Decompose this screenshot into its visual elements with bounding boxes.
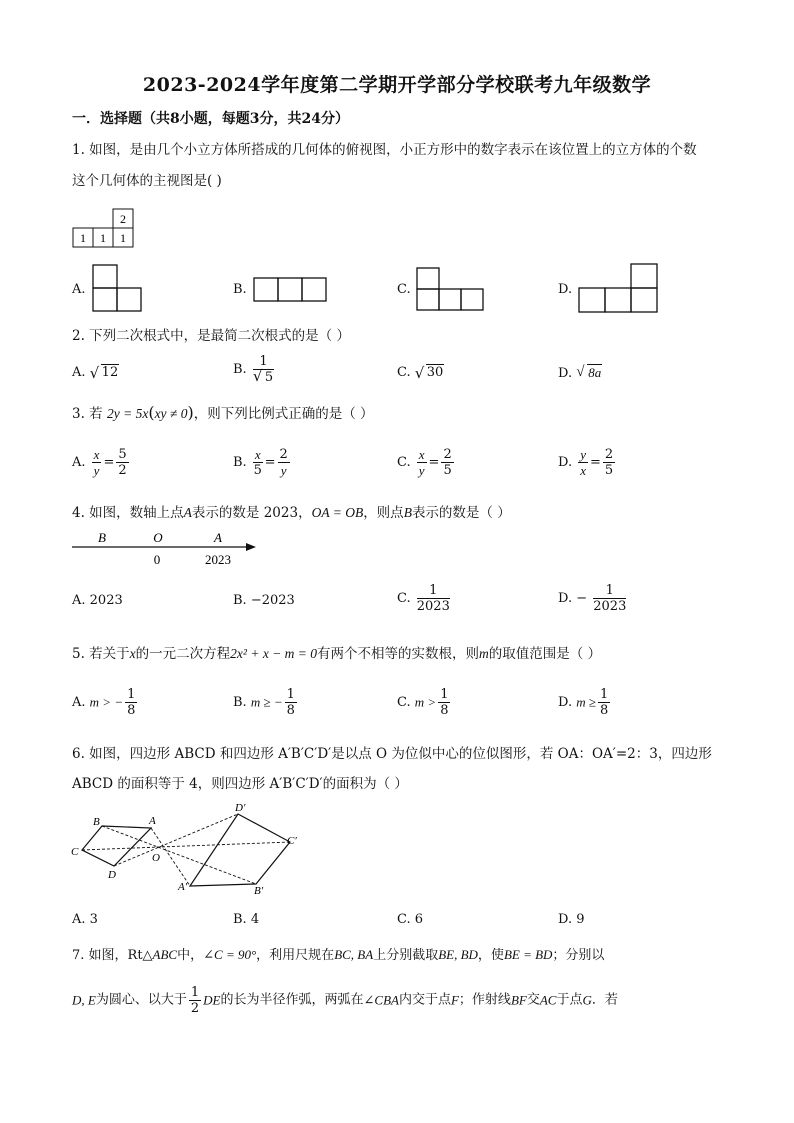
q7-side-ac: AC <box>539 992 557 1008</box>
q4-d-num: 1 <box>593 583 626 599</box>
q3-option-c[interactable]: C. $\frac{x}{y}$ = $\frac{2}{5}$ <box>397 447 452 478</box>
q7-points-d-e: D, E <box>72 992 96 1008</box>
q2-a-label: A. <box>72 365 86 380</box>
q4-pre: 4. 如图，数轴上点 <box>72 505 184 521</box>
q2-b-numerator: 1 <box>253 354 274 370</box>
q3-a-r-den: 2 <box>118 463 127 478</box>
q6-label-c: C <box>71 846 79 858</box>
q3-c-l-den: y <box>418 463 425 478</box>
q3-condition: xy ≠ 0 <box>154 406 188 421</box>
q7-triangle-abc: ABC <box>152 947 178 962</box>
q2-d-radicand: 8a <box>588 365 602 380</box>
q3-a-l-den: y <box>93 463 100 478</box>
q4-mid: 表示的数是 2023， <box>191 505 312 521</box>
q3-b-l-num: x <box>254 447 261 462</box>
q3-a-label: A. <box>72 455 86 470</box>
q4-equation: OA = OB <box>311 505 364 520</box>
q3-a-r-num: 5 <box>118 447 127 462</box>
q3-c-label: C. <box>397 455 411 470</box>
q5-a-num: 1 <box>127 687 136 702</box>
q1-grid-count-2: 1 <box>100 231 106 245</box>
q5-option-d[interactable] <box>558 687 612 718</box>
q3-c-right <box>441 447 453 478</box>
q5-d-fraction <box>598 687 610 718</box>
q7-segments-be-bd: BE, BD <box>438 947 478 962</box>
q3-d-l-den: x <box>580 463 587 478</box>
q5-a-den: 8 <box>127 703 136 718</box>
q3-stem: 3. 若 2y = 5x(xy ≠ 0)，则下列比例式正确的是（ ） <box>72 403 374 422</box>
q1-stem-line1: 1. 如图，是由几个小立方体所搭成的几何体的俯视图，小正方形中的数字表示在该位置上的立方体的个数 <box>72 142 697 158</box>
q2-b-fraction <box>253 354 274 385</box>
q6-option-a[interactable]: A. 3 <box>72 912 98 927</box>
q2-stem: 2. 下列二次根式中，是最简二次根式的是（ ） <box>72 328 350 344</box>
q5-c-label: C. <box>397 695 411 710</box>
q3-b-label: B. <box>233 455 247 470</box>
q3-c-r-num: 2 <box>443 447 452 462</box>
q2-c-label: C. <box>397 365 411 380</box>
q5-b-pre: m ≥ − <box>250 694 283 710</box>
sqrt-symbol <box>90 365 120 380</box>
q5-option-b[interactable] <box>233 687 299 718</box>
q5-c-pre: m > <box>414 694 437 710</box>
q4-post: 表示的数是（ ） <box>411 505 511 521</box>
q5-var-m: m <box>479 646 489 661</box>
q2-option-b[interactable] <box>233 354 276 385</box>
q1-top-view-grid <box>70 207 140 249</box>
q6-similar-figures-diagram <box>66 800 316 900</box>
q5-pre: 5. 若关于 <box>72 646 130 662</box>
q7-sides-bc-ba: BC, BA <box>334 947 374 962</box>
q3-d-r-num: 2 <box>604 447 614 462</box>
q5-d-pre: m ≥ <box>576 694 597 710</box>
q6-stem-line1: 6. 如图，四边形 ABCD 和四边形 A′B′C′D′是以点 O 为位似中心的位似图形，若 OA：OA′=2：3，四边形 <box>72 746 712 762</box>
q7-l2-mid4: ；作射线 <box>458 992 511 1008</box>
q2-a-radicand: 12 <box>101 365 119 380</box>
q4-axis-value: 2023 <box>205 552 231 567</box>
q7-l2-mid: 为圆心、以大于 <box>95 992 187 1008</box>
sqrt-symbol <box>415 365 445 380</box>
q5-equation: 2x² + x − m = 0 <box>230 646 318 661</box>
q7-l2-mid6: 于点 <box>556 992 583 1008</box>
q7-half-fraction <box>189 985 201 1016</box>
q4-stem <box>72 504 511 522</box>
q2-option-a[interactable] <box>72 365 119 380</box>
q4-option-c[interactable] <box>397 583 452 614</box>
q7-l1-post: ；分别以 <box>552 948 605 963</box>
q5-option-c[interactable] <box>397 687 452 718</box>
q5-d-num: 1 <box>600 687 609 702</box>
q4-c-den: 2023 <box>416 599 450 614</box>
q7-l1-pre: 7. 如图，Rt△ <box>72 948 153 963</box>
q4-d-den: 2023 <box>593 599 627 614</box>
q4-d-label: D. − <box>558 591 588 606</box>
q4-axis-o: O <box>153 530 163 545</box>
q4-option-b[interactable]: B. −2023 <box>233 593 295 608</box>
q4-axis-b: B <box>98 530 106 545</box>
q3-d-r-den: 5 <box>604 463 614 478</box>
q6-quad-a2b2c2d2 <box>190 814 290 886</box>
q7-angle-c: ∠C = 90° <box>203 947 257 962</box>
q3-option-a[interactable]: A. $\frac{x}{y}$ = $\frac{5}{2}$ <box>72 447 127 478</box>
sqrt-symbol <box>253 370 274 385</box>
q3-a-right <box>116 447 128 478</box>
q3-pre: 3. 若 <box>72 406 103 422</box>
q1-option-c-figure <box>416 267 486 314</box>
q7-l2-mid2: 的长为半径作弧，两弧在 <box>220 992 364 1008</box>
q5-c-num: 1 <box>440 687 449 702</box>
q4-mid2: ，则点 <box>363 505 404 521</box>
q3-a-left <box>92 447 102 478</box>
q3-option-b[interactable]: B. $\frac{x}{5}$ = $\frac{2}{y}$ <box>233 447 288 478</box>
q7-l1-mid: 中， <box>177 948 204 963</box>
q6-option-b[interactable]: B. 4 <box>233 912 260 927</box>
q7-segment-de: DE <box>203 992 221 1008</box>
sqrt-symbol <box>576 365 602 381</box>
q3-post: ，则下列比例式正确的是（ ） <box>193 406 374 422</box>
q7-point-f: F <box>450 992 459 1008</box>
q5-b-label: B. <box>233 695 247 710</box>
q2-b-label: B. <box>233 362 247 377</box>
q3-d-left <box>578 447 588 478</box>
q2-c-radicand: 30 <box>426 365 444 380</box>
q1-option-d-figure <box>578 263 660 315</box>
q4-point-b: B <box>403 505 412 520</box>
q7-l2-mid5: 交 <box>526 992 540 1008</box>
q6-label-d2: D′ <box>235 802 246 814</box>
q7-ray-bf: BF <box>510 992 527 1008</box>
q3-b-left <box>253 447 263 478</box>
arrow-icon <box>246 543 256 551</box>
q5-b-fraction <box>285 687 297 718</box>
q3-option-d[interactable]: D. $\frac{y}{x}$ = $\frac{2}{5}$ <box>558 447 614 478</box>
q5-c-den: 8 <box>440 703 449 718</box>
q1-grid-top-count: 2 <box>120 212 126 226</box>
q4-c-num: 1 <box>417 583 450 599</box>
q3-b-r-num: 2 <box>279 447 288 462</box>
q6-label-o: O <box>152 852 160 864</box>
q3-c-left <box>417 447 427 478</box>
q4-c-fraction <box>417 583 450 614</box>
q3-b-right <box>278 447 290 478</box>
q6-label-a: A <box>149 815 156 827</box>
q5-c-fraction <box>438 687 450 718</box>
q5-mid: 的一元二次方程 <box>135 646 231 662</box>
q3-c-l-num: x <box>418 447 425 462</box>
q5-d-label: D. <box>558 695 573 710</box>
q7-l1-mid3: 上分别截取 <box>373 948 439 963</box>
q7-l2-mid3: 内交于点 <box>398 992 451 1008</box>
q6-label-a2: A′ <box>178 881 188 893</box>
q1-option-c-label[interactable]: C. <box>397 282 411 297</box>
q4-axis-a: A <box>214 530 222 545</box>
q3-b-r-den: y <box>280 463 287 478</box>
q3-d-label: D. <box>558 455 573 470</box>
q7-stem-line1 <box>72 946 604 965</box>
q6-quad-abcd <box>82 826 151 866</box>
q7-l1-mid2: ，利用尺规在 <box>256 948 335 963</box>
q5-stem <box>72 645 601 663</box>
q1-stem-line2: 这个几何体的主视图是( ) <box>72 173 222 189</box>
q6-stem-line2: ABCD 的面积等于 4，则四边形 A′B′C′D′的面积为（ ） <box>72 776 408 792</box>
q1-option-b-label[interactable]: B. <box>233 282 247 297</box>
q3-c-r-den: 5 <box>443 463 452 478</box>
q6-option-d[interactable]: D. 9 <box>558 912 585 927</box>
q4-d-fraction <box>593 583 626 614</box>
q5-a-label: A. <box>72 695 86 710</box>
q4-c-label: C. <box>397 591 411 606</box>
q3-equation: 2y = 5x <box>106 406 149 421</box>
q5-b-num: 1 <box>286 687 295 702</box>
q7-angle-cba: ∠CBA <box>363 992 399 1008</box>
q5-d-den: 8 <box>600 703 609 718</box>
q5-option-a[interactable] <box>72 687 139 718</box>
q4-axis-zero: 0 <box>153 552 161 567</box>
q2-d-label: D. <box>558 366 573 381</box>
q7-point-g: G <box>582 992 592 1008</box>
q4-number-line <box>66 528 266 570</box>
q7-stem-line2 <box>72 985 618 1016</box>
q6-option-c[interactable]: C. 6 <box>397 912 424 927</box>
q4-option-a[interactable]: A. 2023 <box>72 593 123 608</box>
q1-option-d-label[interactable]: D. <box>558 282 573 297</box>
page-title: 2023-2024学年度第二学期开学部分学校联考九年级数学 <box>142 74 652 96</box>
section-heading: 一．选择题（共8小题，每题3分，共24分） <box>72 111 349 127</box>
q1-grid-count-3: 1 <box>120 231 126 245</box>
q1-option-a-label[interactable]: A. <box>72 282 86 297</box>
q5-b-den: 8 <box>286 703 295 718</box>
q6-label-c2: C′ <box>287 835 297 847</box>
q7-half-num: 1 <box>190 985 200 1000</box>
q5-a-pre: m > − <box>89 694 124 710</box>
q7-half-den: 2 <box>190 1001 200 1016</box>
q1-grid-count-1: 1 <box>80 231 86 245</box>
q7-l2-post: ．若 <box>591 992 618 1008</box>
q2-option-d[interactable] <box>558 365 602 381</box>
q4-point-a: A <box>183 505 192 520</box>
q6-label-b: B <box>93 816 100 828</box>
q3-a-l-num: x <box>93 447 100 462</box>
q5-mid2: 有两个不相等的实数根，则 <box>317 646 480 662</box>
q3-d-l-num: y <box>580 447 587 462</box>
q1-option-a-figure <box>92 264 144 314</box>
q6-label-b2: B′ <box>254 885 264 897</box>
q7-l1-mid4: ，使 <box>477 948 504 963</box>
q4-option-d[interactable] <box>558 583 628 614</box>
q5-post: 的取值范围是（ ） <box>488 646 602 662</box>
q5-var-x: x <box>129 646 136 661</box>
q2-option-c[interactable] <box>397 365 444 380</box>
q6-label-d: D <box>108 869 116 881</box>
q7-be-eq-bd: BE = BD <box>503 947 553 962</box>
q3-b-l-den: 5 <box>253 463 262 478</box>
q5-a-fraction <box>125 687 137 718</box>
q3-d-right <box>603 447 615 478</box>
q2-b-radicand: 5 <box>264 370 274 385</box>
q1-option-b-figure <box>253 277 329 305</box>
